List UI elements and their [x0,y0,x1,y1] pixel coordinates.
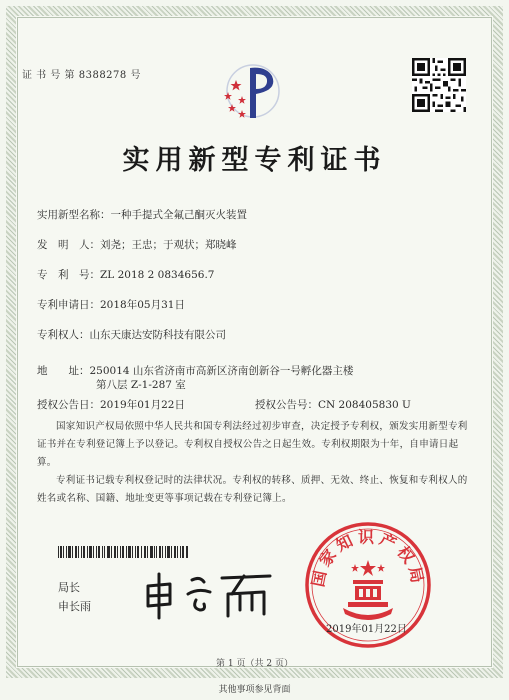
patentee-field [37,327,226,342]
address-line-2: 第八层 Z-1-287 室 [96,379,186,391]
svg-text:国家知识产权局 [308,528,428,589]
field-value: 刘尧；王忠；于观状；郑晓峰 [100,239,237,251]
qr-code-icon [412,58,466,112]
field-label: 授权公告日： [37,399,100,411]
page-number: 第 1 页（共 2 页） [216,659,293,669]
cert-number-label: 证 书 号 第 [22,70,76,81]
field-label: 专利申请日： [37,299,100,311]
address-line-1: 250014 山东省济南市高新区济南创新谷一号孵化器主楼 [89,365,354,377]
field-value: ZL 2018 2 0834656.7 [100,269,215,281]
legal-status-paragraph: 专利证书记载专利权登记时的法律状况。专利权的转移、质押、无效、终止、恢复和专利权人的姓名或名称、国籍、地址变更等事项记载在专利登记簿上。 [37,475,468,504]
application-date-field [37,297,185,312]
inventors-field [37,237,237,252]
director-signature [140,564,280,620]
field-value: 2018年05月31日 [100,299,185,311]
field-label: 专 利 号： [37,269,100,281]
utility-model-name-field [37,207,247,222]
grant-date-field [37,397,185,412]
director-name: 申长雨 [58,600,91,613]
field-label: 授权公告号： [255,399,318,411]
field-value: 山东天康达安防科技有限公司 [89,329,226,341]
cert-number-value: 8388278 [78,70,127,81]
seal-text: 国家知识产权局 [308,527,428,589]
footer-note: 其他事项参见背面 [218,685,291,695]
field-label: 地 址： [37,365,90,377]
patent-number-field [37,267,214,282]
address-field [37,363,353,378]
patent-office-emblem-icon [210,60,296,122]
certificate-title: 实用新型专利证书 [122,145,387,176]
grant-number-field [255,397,411,412]
field-value: 2019年01月22日 [100,399,185,411]
field-label: 实用新型名称： [37,209,111,221]
barcode-icon [58,546,188,558]
seal-date: 2019年01月22日 [326,624,407,635]
certificate-number [22,66,141,81]
field-label: 专利权人： [37,329,90,341]
cert-number-suffix: 号 [130,70,141,81]
field-value: 一种手提式全氟己酮灭火装置 [110,209,247,221]
field-value: CN 208405830 U [318,399,411,411]
director-title: 局长 [58,581,80,594]
field-label: 发 明 人： [37,239,100,251]
grant-statement-paragraph: 国家知识产权局依照中华人民共和国专利法经过初步审查，决定授予专利权，颁发实用新型专利证书并在专利登记簿上予以登记。专利权自授权公告之日起生效。专利权期限为十年，自申请日起算。 [37,421,468,468]
director-block [58,578,91,616]
